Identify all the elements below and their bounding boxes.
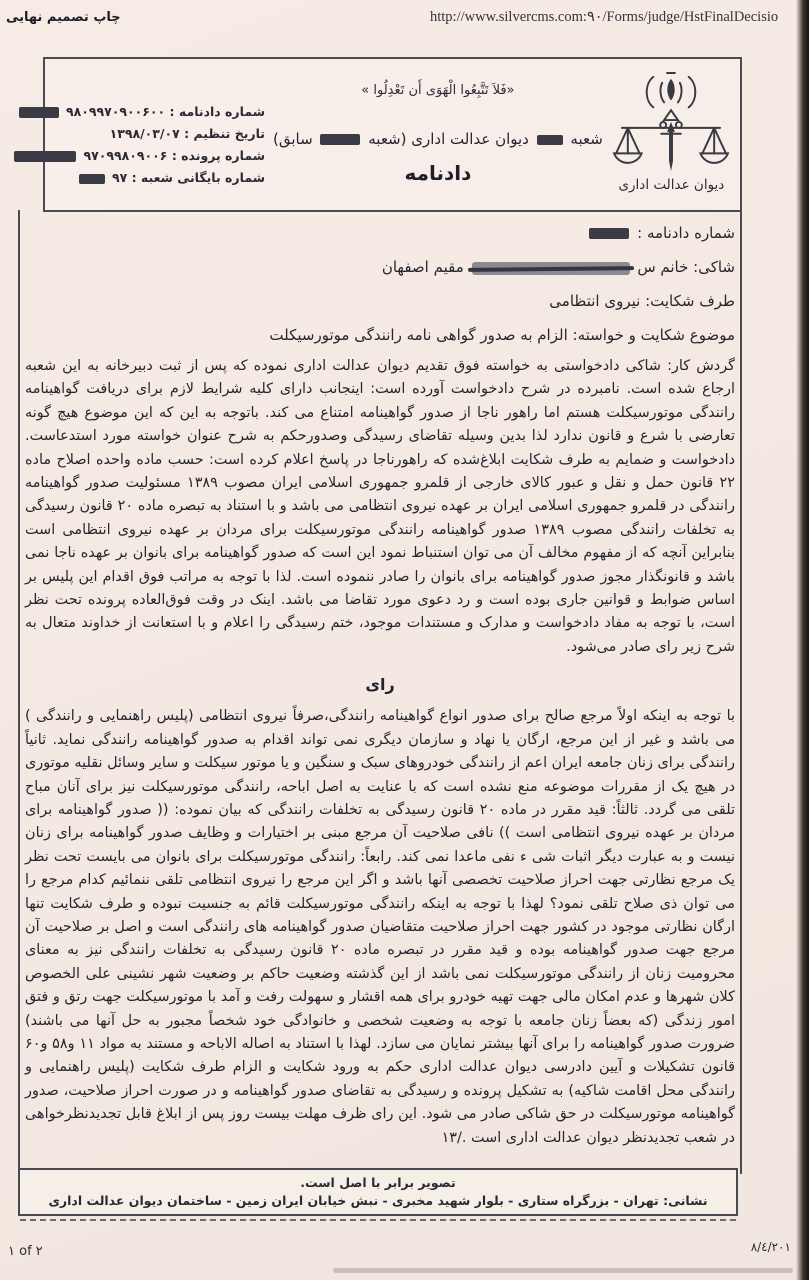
meta-row-archive-number: [49, 167, 265, 189]
redaction-judgment-number: [19, 107, 59, 118]
header-center: [273, 59, 603, 210]
justice-scales-emblem-icon: [612, 71, 730, 175]
header-meta: [45, 59, 273, 210]
date-stamp: ٨/٤/٢٠١: [750, 1240, 791, 1254]
redaction-docket-number: [589, 228, 629, 239]
proceedings-paragraph: گردش کار: شاکی دادخواستی به خواسته فوق تقدیم دیوان عدالت اداری نموده که پس از ثبت دبیرخانه به این شعبه ارجاع شده است. نامبرده در شرح دادخواست آورده است: اینجانب دارای کلیه شرایط لازم برای دریافت گواهینامه رانندگی موتورسیکلت هستم اما راهور ناجا از صدور گواهینامه امتناع می کند. باتوجه به این که این موضوع هیچ گونه تعارضی با شرع و قانون ندارد لذا بدین وسیله تقاضای رسیدگی وصدورحکم به شرح عنوان خواسته مورد استدعاست. دادخواست و ضمایم به طرف شکایت ابلاغ‌شده که راهورناجا در پاسخ اعلام کرده است: حسب ماده واحده اصلاح ماده ۲۲ قانون حمل و نقل و عبور کالای خارجی از قلمرو جمهوری اسلامی ایران مصوب ۱۳۸۹ مسئولیت صدور گواهینامه رانندگی در قلمرو جمهوری اسلامی ایران بر عهده نیروی انتظامی می باشد و با استناد به تبصره ماده ۲۰ قانون رسیدگی به تخلفات رانندگی مصوب ۱۳۸۹ صدور گواهینامه رانندگی موتورسیکلت برای مردان بر عهده نیروی انتظامی است بنابراین آنچه که از مفهوم مخالف آن می توان استنباط نمود این است که صدور گواهینامه برای بانوان بر عهده ناجا نمی باشد و قانونگذار مجوز صدور گواهینامه برای بانوان را صادر ننموده است. لذا با توجه به مراتب فوق اقدام این پلیس بر اساس ضوابط و قوانین جاری بوده است و رد دعوی مورد تقاضا می باشد. اینک در وقت فوق‌العاده پرونده تحت نظر است، با توجه به مفاد دادخواست و مدارک و مستندات موجود، ختم رسیدگی را اعلام و با استعانت از خداوند متعال به شرح زیر رای صادر می‌شود.: [25, 358, 735, 655]
meta-row-judgment-number: [49, 101, 265, 123]
redaction-case-number: [14, 151, 76, 162]
plaintiff-prefix: شاکی: خانم س: [637, 258, 735, 276]
meta-label: تاریخ تنظیم :: [184, 126, 265, 141]
print-final-decision-link[interactable]: چاپ تصمیم نهایی: [6, 10, 121, 25]
meta-value: ۹۸۰۹۹۷۰۹۰۰۶۰۰: [65, 104, 166, 119]
redaction-old-branch-number: [320, 134, 360, 145]
branch-line: [273, 130, 603, 148]
case-docket-row: [25, 216, 735, 250]
document-header: [43, 57, 742, 212]
certified-copy-line: تصویر برابر با اصل است.: [300, 1175, 456, 1190]
redaction-branch-number: [537, 135, 563, 145]
meta-value: ۹۷: [111, 170, 128, 185]
verdict-paragraph: با توجه به اینکه اولاً مرجع صالح برای صدور انواع گواهینامه رانندگی،صرفاً نیروی انتظامی (پلیس راهنمایی و رانندگی ) می باشد و غیر از این مرجع، ارگان یا نهاد و سازمان دیگری نمی تواند اقدام به صدور گواهینامه رانندگی نماید. ثانیاً رانندگی برای زنان جامعه ایران اعم از رانندگی خودروهای سبک و سنگین و یا موتور سیکلت و سایر وسائل نقلیه موتوری در هیچ یک از مقررات موضوعه منع نشده است که با عنایت به اصل اباحه، رانندگی موتورسیکلت نیز برای آنان مباح تلقی می گردد. ثالثاً: قید مقرر در ماده ۲۰ قانون رسیدگی به تخلفات رانندگی که بیان نموده: (( صدور گواهینامه برای مردان بر عهده نیروی انتظامی است )) نافی صلاحیت آن مرجع مبنی بر اختیارات و وظایف صدور گواهینامه برای زنان نیست و به عبارت دیگر اثبات شی ء نفی ماعدا نمی کند. رابعاً: رانندگی موتورسیکلت برای بانوان می بایست تحت نظر یک مرجع نظارتی جهت احراز صلاحیت تخصصی آنها باشد و اگر این مرجع را نیروی انتظامی تلقی ننمائیم کدام مرجع را می توان ذی صلاح تلقی نمود؟ لهذا با توجه به اینکه رانندگی موتورسیکلت قائم به جنسیت نبوده و طرف شکایت تنها ارگان نظارتی موجود در کشور جهت احراز صلاحیت متقاضیان صدور گواهینامه های رانندگی است و اصل بر صلاحیت آن مرجع جهت صدور گواهینامه بوده و قید مقرر در تبصره ماده ۲۰ قانون رسیدگی به تخلفات رانندگی نیز به معنای محرومیت زنان از رانندگی موتورسیکلت نمی باشد از این گذشته وضعیت حاکم بر وضعیت شهر نشینی علی الخصوص کلان شهرها و عدم امکان مالی جهت تهیه خودرو برای همه اقشار و سهولت رفت و آمد با موتورسیکلت جهت رتق و فتق امور زندگی (که بعضاً زنان جامعه با توجه به وضعیت شخصی و خانوادگی خود شخصاً مجبور به حل آنها می باشند) ضرورت صدور گواهینامه را برای آنها بیشتر نمایان می سازد. لهذا با استناد به اصاله الاباحه و مستند به مواد ۱۱ و۵۸ و۶۰ قانون تشکیلات و آیین دادرسی دیوان عدالت اداری حکم به ورود شکایت و الزام طرف شکایت (پلیس راهنمایی و رانندگی محل اقامت شاکیه) به تشکیل پرونده و رسیدگی به تقاضای صدور گواهینامه و در صورت احراز صلاحیت، صدور گواهینامه موتورسیکلت در حق شاکی صادر می شود. این رای ظرف مهلت بیست روز پس از ابلاغ قابل تجدیدنظرخواهی در شعب تجدیدنظر دیوان عدالت اداری است ./۱۳: [25, 708, 735, 1146]
scan-edge-shadow: [796, 0, 809, 1280]
case-subject-row: موضوع شکایت و خواسته: الزام به صدور گواهی نامه رانندگی موتورسیکلت: [269, 326, 735, 344]
document-body: [18, 210, 742, 1174]
plaintiff-suffix: مقیم اصفهان: [381, 258, 464, 276]
emblem-block: [603, 59, 740, 210]
page-url: http://www.silvercms.com:٩٠/Forms/judge/HstFinalDecisio: [430, 9, 779, 25]
page-indicator: ١ of ٢: [8, 1244, 43, 1259]
case-plaintiff-row: [25, 250, 735, 284]
emblem-caption: دیوان عدالت اداری: [618, 177, 725, 193]
address-line: نشانی: تهران - بزرگراه ستاری - بلوار شهید مخبری - نبش خیابان ایران زمین - ساختمان دیوان عدالت اداری: [48, 1193, 708, 1208]
meta-value: ۹۷۰۹۹۸۰۹۰۰۶: [83, 148, 168, 163]
docket-label: شماره دادنامه :: [637, 224, 735, 242]
meta-label: شماره دادنامه :: [169, 104, 265, 119]
document-title: دادنامه: [404, 161, 472, 185]
document-footer: [18, 1168, 738, 1216]
meta-label: شماره پرونده :: [171, 148, 265, 163]
meta-row-date: [49, 123, 265, 145]
verdict-heading: رای: [365, 675, 395, 695]
meta-value: ۱۳۹۸/۰۳/۰۷: [109, 126, 180, 141]
redaction-plaintiff-name: [472, 262, 630, 275]
meta-label: شماره بایگانی شعبه :: [131, 170, 265, 185]
quran-quote: «فَلاَ تَتَّبِعُوا الْهَوَی أَن تَعْدِلُوا »: [361, 83, 515, 98]
branch-before: شعبه: [570, 130, 603, 148]
branch-after: سابق): [273, 130, 313, 148]
meta-row-case-number: [49, 145, 265, 167]
branch-middle: دیوان عدالت اداری (شعبه: [368, 130, 529, 148]
redaction-archive-number: [79, 174, 105, 184]
scan-smudge: [333, 1268, 793, 1273]
case-defendant-row: طرف شکایت: نیروی انتظامی: [549, 292, 735, 310]
